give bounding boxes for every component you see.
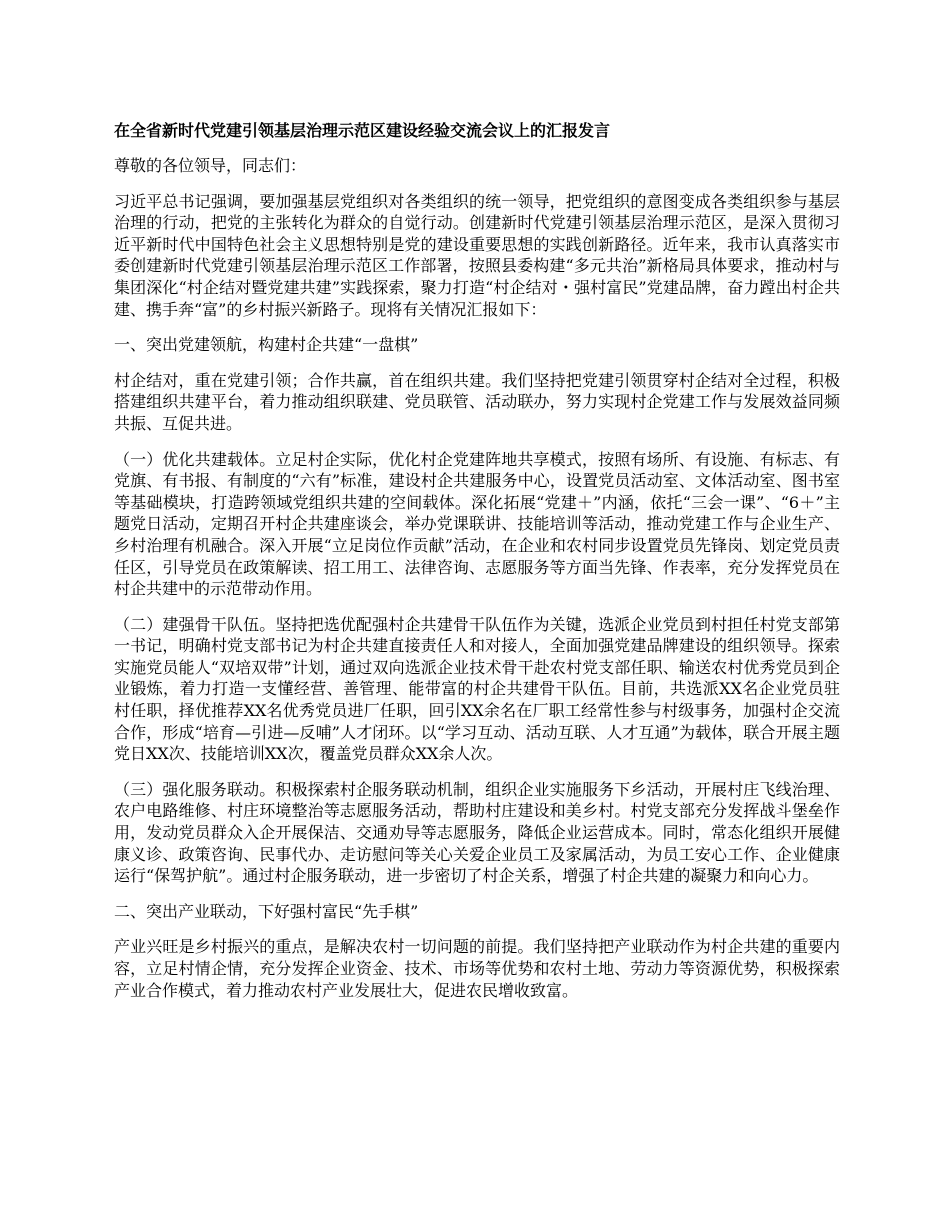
document-page [114,120,840,1015]
section-1-heading: 一、突出党建领航，构建村企共建“一盘棋” [114,335,419,355]
section-1-item-3-paragraph: （三）强化服务联动。积极探索村企服务联动机制，组织企业实施服务下乡活动，开展村庄飞线治理、农户电路维修、村庄环境整治等志愿服务活动，帮助村庄建设和美乡村。村党支部充分发挥战斗堡垒作用，发动党员群众入企开展保洁、交通劝导等志愿服务，降低企业运营成本。同时，常态化组织开展健康义诊、政策咨询、民事代办、走访慰问等关心关爱企业员工及家属活动，为员工安心工作、企业健康运行“保驾护航”。通过村企服务联动，进一步密切了村企关系，增强了村企共建的凝聚力和向心力。 [114,779,840,886]
section-1-item-2-paragraph: （二）建强骨干队伍。坚持把选优配强村企共建骨干队伍作为关键，选派企业党员到村担任村党支部第一书记，明确村党支部书记为村企共建直接责任人和对接人，全面加强党建品牌建设的组织领导。探索实施党员能人“双培双带”计划，通过双向选派企业技术骨干赴农村党支部任职、输送农村优秀党员到企业锻炼，着力打造一支懂经营、善管理、能带富的村企共建骨干队伍。目前，共选派XX名企业党员驻村任职，择优推荐XX名优秀党员进厂任职，回引XX余名在厂职工经常性参与村级事务，加强村企交流合作，形成“培育—引进—反哺”人才闭环。以“学习互动、活动互联、人才互通”为载体，联合开展主题党日XX次、技能培训XX次，覆盖党员群众XX余人次。 [114,614,840,764]
section-1-intro-paragraph: 村企结对，重在党建引领；合作共赢，首在组织共建。我们坚持把党建引领贯穿村企结对全过程，积极搭建组织共建平台，着力推动组织联建、党员联管、活动联办，努力实现村企党建工作与发展效益同频共振、互促共进。 [114,370,840,433]
section-2-intro-paragraph: 产业兴旺是乡村振兴的重点，是解决农村一切问题的前提。我们坚持把产业联动作为村企共建的重要内容，立足村情企情，充分发挥企业资金、技术、市场等优势和农村土地、劳动力等资源优势，积极探索产业合作模式，着力推动农村产业发展壮大，促进农民增收致富。 [114,937,840,1000]
document-title: 在全省新时代党建引领基层治理示范区建设经验交流会议上的汇报发言 [114,121,611,140]
intro-paragraph: 习近平总书记强调，要加强基层党组织对各类组织的统一领导，把党组织的意图变成各类组织参与基层治理的行动，把党的主张转化为群众的自觉行动。创建新时代党建引领基层治理示范区，是深入贯彻习近平新时代中国特色社会主义思想特别是党的建设重要思想的实践创新路径。近年来，我市认真落实市委创建新时代党建引领基层治理示范区工作部署，按照县委构建“多元共治”新格局具体要求，推动村与集团深化“村企结对暨党建共建”实践探索，聚力打造“村企结对・强村富民”党建品牌，奋力蹚出村企共建、携手奔“富”的乡村振兴新路子。现将有关情况汇报如下： [114,191,840,319]
section-2-heading: 二、突出产业联动，下好强村富民“先手棋” [114,901,419,921]
greeting: 尊敬的各位领导，同志们： [114,156,307,175]
section-1-item-1-paragraph: （一）优化共建载体。立足村企实际，优化村企党建阵地共享模式，按照有场所、有设施、有标志、有党旗、有书报、有制度的“六有”标准，建设村企共建服务中心，设置党员活动室、文体活动室、图书室等基础模块，打造跨领域党组织共建的空间载体。深化拓展“党建＋”内涵，依托“三会一课”、“6＋”主题党日活动，定期召开村企共建座谈会，举办党课联讲、技能培训等活动，推动党建工作与企业生产、乡村治理有机融合。深入开展“立足岗位作贡献”活动，在企业和农村同步设置党员先锋岗、划定党员责任区，引导党员在政策解读、招工用工、法律咨询、志愿服务等方面当先锋、作表率，充分发挥党员在村企共建中的示范带动作用。 [114,449,840,599]
